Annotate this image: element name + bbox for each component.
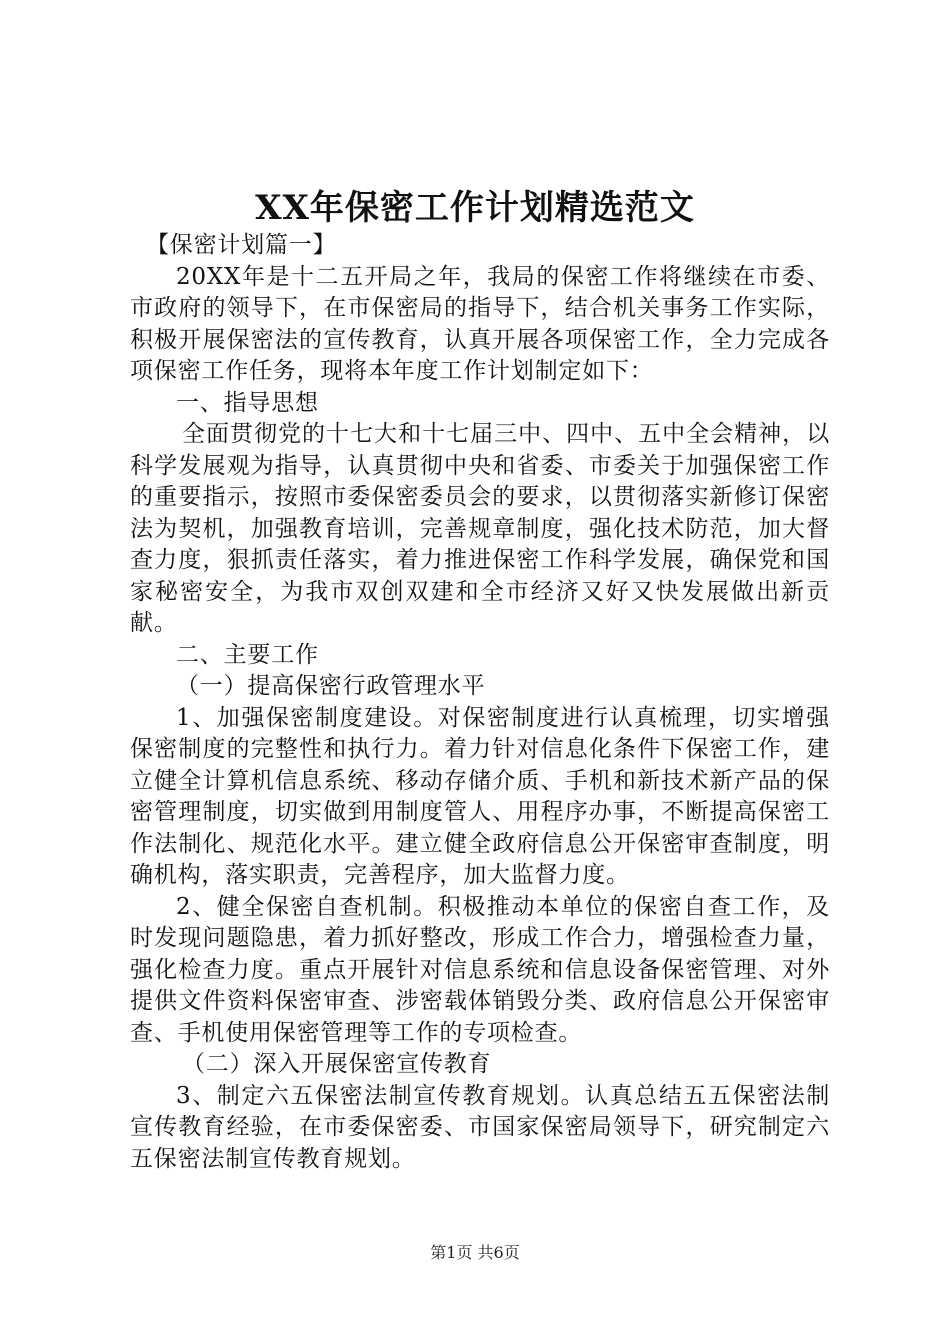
item-2-paragraph: 2、健全保密自查机制。积极推动本单位的保密自查工作，及时发现问题隐患，着力抓好整改，形成工作合力，增强检查力量，强化检查力度。重点开展针对信息系统和信息设备保密管理、对外提供文件资料保密审查、涉密载体销毁分类、政府信息公开保密审查、手机使用保密管理等工作的专项检查。 (130, 893, 830, 1046)
document-title: XX年保密工作计划精选范文 (255, 188, 695, 228)
item-3-paragraph: 3、制定六五保密法制宣传教育规划。认真总结五五保密法制宣传教育经验，在市委保密委、市国家保密局领导下，研究制定六五保密法制宣传教育规划。 (130, 1082, 830, 1172)
heading-guiding-ideology: 一、指导思想 (176, 389, 319, 416)
item-1-paragraph: 1、加强保密制度建设。对保密制度进行认真梳理，切实增强保密制度的完整性和执行力。着力针对信息化条件下保密工作，建立健全计算机信息系统、移动存储介质、手机和新技术新产品的保密管理制度，切实做到用制度管人、用程序办事，不断提高保密工作法制化、规范化水平。建立健全政府信息公开保密审查制度，明确机构，落实职责，完善程序，加大监督力度。 (130, 704, 830, 888)
subheading-publicity-education: （二）深入开展保密宣传教育 (182, 1051, 492, 1077)
subheading-admin-management: （一）提高保密行政管理水平 (176, 673, 486, 699)
intro-paragraph: 20XX年是十二五开局之年，我局的保密工作将继续在市委、市政府的领导下，在市保密局的指导下，结合机关事务工作实际，积极开展保密法的宣传教育，认真开展各项保密工作，全力完成各项保密工作任务，现将本年度工作计划制定如下： (130, 263, 830, 384)
heading-main-work: 二、主要工作 (176, 641, 319, 668)
page-number-footer: 第1页 共6页 (430, 1243, 520, 1262)
document-body (130, 230, 830, 1175)
section-heading-plan-one: 【保密计划篇一】 (146, 232, 337, 258)
guiding-ideology-paragraph: 全面贯彻党的十七大和十七届三中、四中、五中全会精神，以科学发展观为指导，认真贯彻中央和省委、市委关于加强保密工作的重要指示，按照市委保密委员会的要求，以贯彻落实新修订保密法为契机，加强教育培训，完善规章制度，强化技术防范，加大督查力度，狠抓责任落实，着力推进保密工作科学发展，确保党和国家秘密安全，为我市双创双建和全市经济又好又快发展做出新贡献。 (130, 421, 830, 636)
